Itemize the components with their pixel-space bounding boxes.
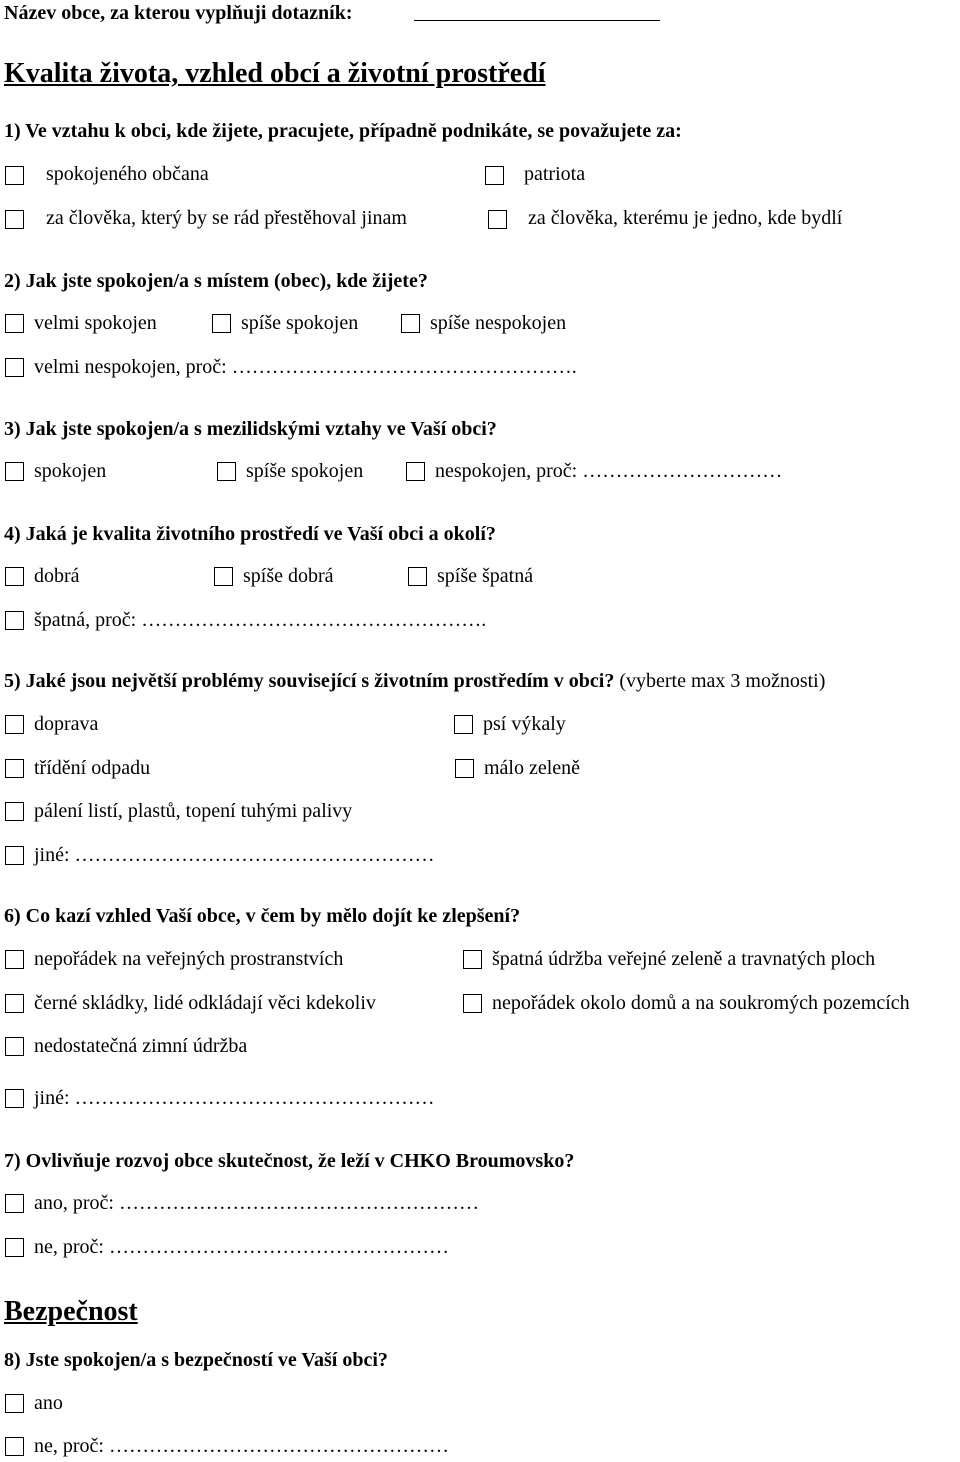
option-label: nedostatečná zimní údržba xyxy=(34,1035,248,1057)
municipality-input-line[interactable] xyxy=(414,20,660,21)
option-label: velmi spokojen xyxy=(34,312,157,334)
checkbox-q6-opt6[interactable] xyxy=(5,1089,24,1108)
section-heading-quality: Kvalita života, vzhled obcí a životní prostředí xyxy=(4,58,546,89)
checkbox-q1-opt1[interactable] xyxy=(5,166,24,185)
option-label: ne, proč: …………………………………………… xyxy=(34,1236,449,1258)
checkbox-q7-opt1[interactable] xyxy=(5,1194,24,1213)
option-label: za člověka, který by se rád přestěhoval jinam xyxy=(46,207,407,229)
question-5-note: (vyberte max 3 možnosti) xyxy=(619,670,826,692)
option-label: nepořádek na veřejných prostranstvích xyxy=(34,948,344,970)
question-5 xyxy=(4,670,825,693)
checkbox-q6-opt3[interactable] xyxy=(5,994,24,1013)
option-label: za člověka, kterému je jedno, kde bydlí xyxy=(528,207,843,229)
option-label: spíše dobrá xyxy=(243,565,334,587)
option-label: nepořádek okolo domů a na soukromých pozemcích xyxy=(492,992,910,1014)
checkbox-q5-opt4[interactable] xyxy=(455,759,474,778)
checkbox-q4-opt4[interactable] xyxy=(5,611,24,630)
option-label: dobrá xyxy=(34,565,80,587)
question-2: 2) Jak jste spokojen/a s místem (obec), kde žijete? xyxy=(4,270,428,292)
option-label: málo zeleně xyxy=(484,757,581,779)
question-7: 7) Ovlivňuje rozvoj obce skutečnost, že leží v CHKO Broumovsko? xyxy=(4,1150,575,1172)
option-label: jiné: ……………………………………………… xyxy=(34,844,435,866)
checkbox-q1-opt2[interactable] xyxy=(485,166,504,185)
question-1: 1) Ve vztahu k obci, kde žijete, pracujete, případně podnikáte, se považujete za: xyxy=(4,120,682,142)
question-6: 6) Co kazí vzhled Vaší obce, v čem by mělo dojít ke zlepšení? xyxy=(4,905,521,927)
option-label: ne, proč: …………………………………………… xyxy=(34,1435,449,1457)
checkbox-q4-opt3[interactable] xyxy=(408,567,427,586)
checkbox-q2-opt2[interactable] xyxy=(212,314,231,333)
option-label: ano xyxy=(34,1392,63,1414)
option-label: spíše nespokojen xyxy=(430,312,567,334)
option-label: spíše spokojen xyxy=(241,312,359,334)
checkbox-q1-opt3[interactable] xyxy=(5,210,24,229)
option-label: pálení listí, plastů, topení tuhými palivy xyxy=(34,800,353,822)
option-label: jiné: ……………………………………………… xyxy=(34,1087,435,1109)
option-label: nespokojen, proč: ………………………… xyxy=(435,460,783,482)
option-label: velmi nespokojen, proč: ……………………………………………. xyxy=(34,356,577,378)
checkbox-q5-opt6[interactable] xyxy=(5,846,24,865)
checkbox-q1-opt4[interactable] xyxy=(488,210,507,229)
checkbox-q4-opt2[interactable] xyxy=(214,567,233,586)
checkbox-q5-opt5[interactable] xyxy=(5,802,24,821)
option-label: spíše špatná xyxy=(437,565,534,587)
checkbox-q7-opt2[interactable] xyxy=(5,1238,24,1257)
checkbox-q3-opt1[interactable] xyxy=(5,462,24,481)
option-label: spíše spokojen xyxy=(246,460,364,482)
question-3: 3) Jak jste spokojen/a s mezilidskými vztahy ve Vaší obci? xyxy=(4,418,497,440)
option-label: třídění odpadu xyxy=(34,757,151,779)
checkbox-q6-opt5[interactable] xyxy=(5,1037,24,1056)
checkbox-q2-opt3[interactable] xyxy=(401,314,420,333)
checkbox-q5-opt2[interactable] xyxy=(454,715,473,734)
question-5-text: 5) Jaké jsou největší problémy související s životním prostředím v obci? xyxy=(4,670,615,692)
checkbox-q3-opt2[interactable] xyxy=(217,462,236,481)
option-label: spokojeného občana xyxy=(46,163,209,185)
checkbox-q3-opt3[interactable] xyxy=(406,462,425,481)
option-label: patriota xyxy=(524,163,586,185)
question-8: 8) Jste spokojen/a s bezpečností ve Vaší obci? xyxy=(4,1349,388,1371)
option-label: spokojen xyxy=(34,460,107,482)
option-label: ano, proč: ……………………………………………… xyxy=(34,1192,479,1214)
checkbox-q6-opt1[interactable] xyxy=(5,950,24,969)
checkbox-q5-opt1[interactable] xyxy=(5,715,24,734)
option-label: špatná, proč: ……………………………………………. xyxy=(34,609,487,631)
option-label: doprava xyxy=(34,713,99,735)
checkbox-q2-opt1[interactable] xyxy=(5,314,24,333)
option-label: psí výkaly xyxy=(483,713,566,735)
checkbox-q5-opt3[interactable] xyxy=(5,759,24,778)
checkbox-q6-opt2[interactable] xyxy=(463,950,482,969)
checkbox-q6-opt4[interactable] xyxy=(463,994,482,1013)
option-label: černé skládky, lidé odkládají věci kdekoliv xyxy=(34,992,376,1014)
checkbox-q4-opt1[interactable] xyxy=(5,567,24,586)
option-label: špatná údržba veřejné zeleně a travnatých ploch xyxy=(492,948,876,970)
checkbox-q2-opt4[interactable] xyxy=(5,358,24,377)
checkbox-q8-opt2[interactable] xyxy=(5,1437,24,1456)
question-4: 4) Jaká je kvalita životního prostředí ve Vaší obci a okolí? xyxy=(4,523,496,545)
checkbox-q8-opt1[interactable] xyxy=(5,1394,24,1413)
section-heading-safety: Bezpečnost xyxy=(4,1296,138,1327)
municipality-label: Název obce, za kterou vyplňuji dotazník: xyxy=(4,2,353,24)
